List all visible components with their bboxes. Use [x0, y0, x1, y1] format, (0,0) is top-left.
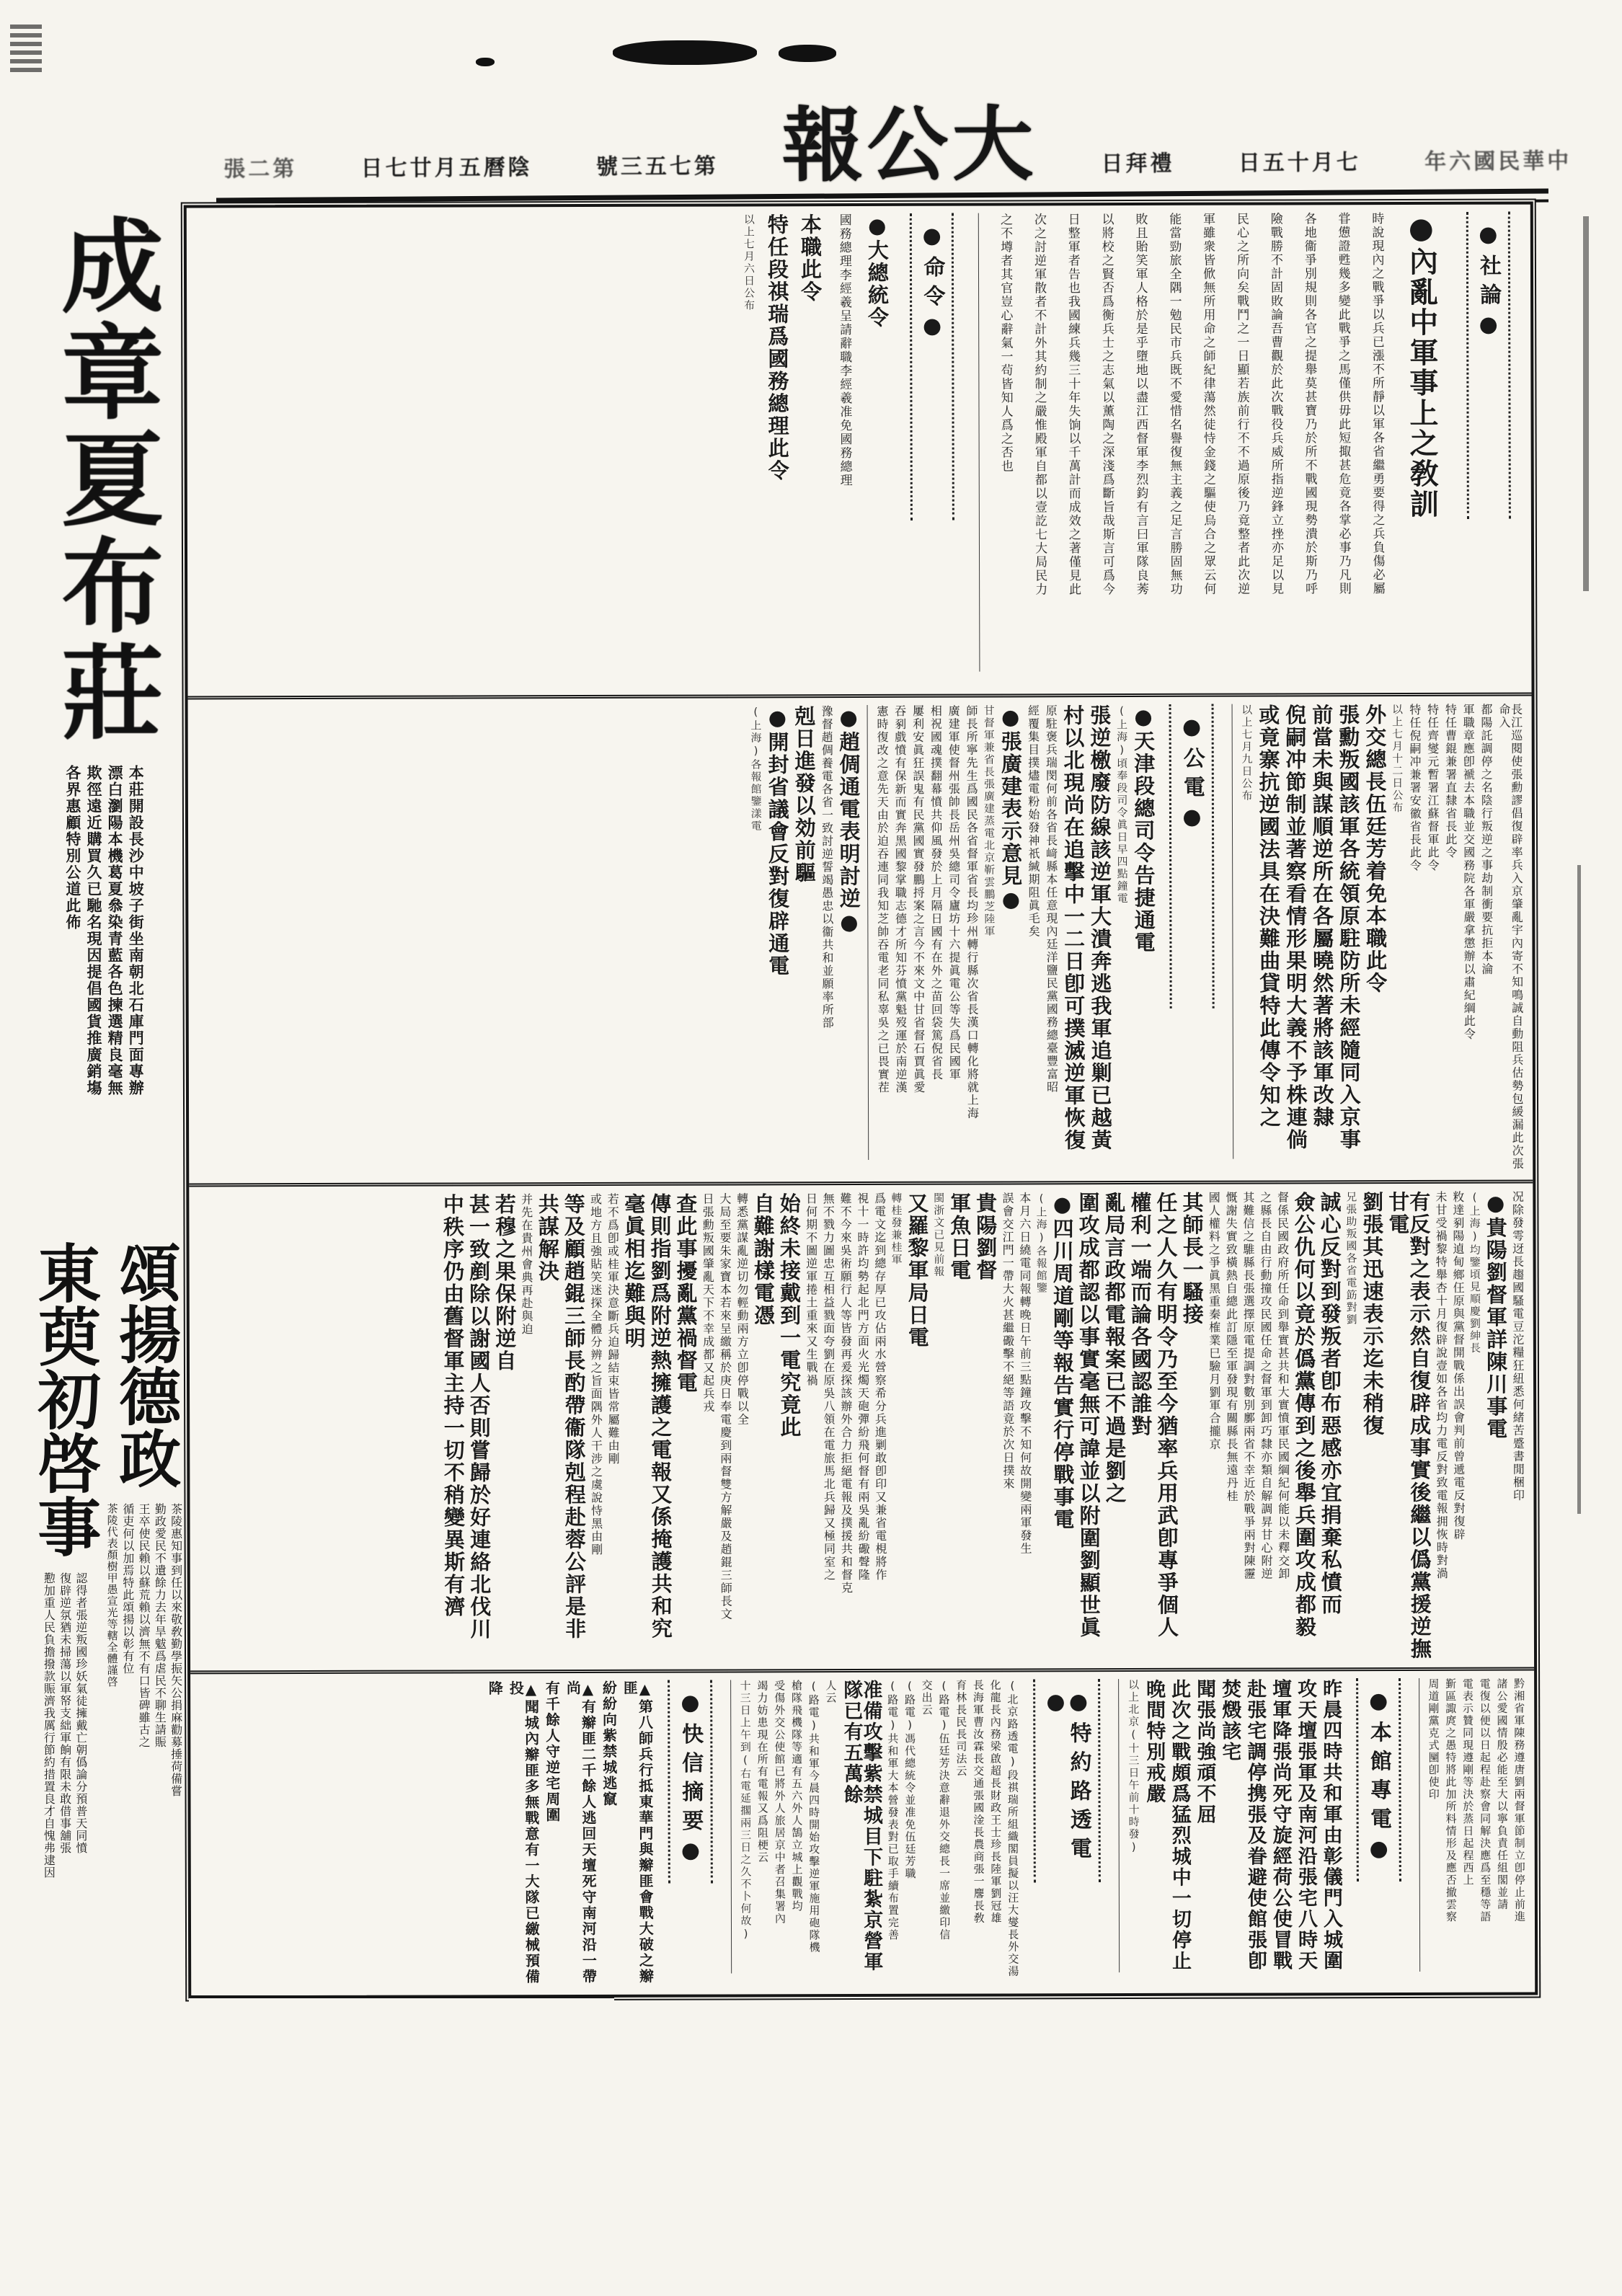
text-column: 憲時復改之意先天由於迫吞連同我知芝帥吞電老同私辜吳之已畏實茬 [874, 704, 890, 1094]
headline-column: 自難謝樣電憑 [750, 1192, 776, 1327]
text-column: 交出云 [920, 1679, 934, 1716]
headline-column: 外交總長伍廷芳着免本職此令 [1362, 704, 1388, 995]
headline-column: ●內亂中軍事上之敎訓 [1404, 211, 1439, 520]
masthead-item: 年六國民華中 [1424, 149, 1572, 175]
text-column: 茶陵惠知事到任以來敬敎勤學振矢公捐麻勸募捶荷備嘗 [169, 1503, 183, 1797]
band-sichuan-dispatches [189, 1184, 1534, 1675]
headline-column: 始終未接戴到一電究竟此 [776, 1192, 802, 1439]
headline-column: 壇軍降張尚死守旋經荷公使冒戰 [1269, 1678, 1293, 1972]
headline-column: 劉張其迅速表示迄未稍復 [1360, 1191, 1386, 1437]
text-column: 敗且貽笑軍人格於是乎墮地以盡江西督軍李烈鈞有言曰軍隊良莠 [1133, 212, 1148, 597]
headline-column: 晚間特別戒嚴 [1143, 1678, 1166, 1804]
headline-column: 張逆檄廢防線該逆軍大潰奔逃我軍追剿已越黃 [1087, 704, 1113, 1152]
text-column: 軍雖衆皆俽無所用命之師紀律蕩然徒恃金錢之驅使烏合之眾云何 [1200, 212, 1216, 596]
text-column: 各地衞爭別規則各官之提舉莫甚寶乃於所不戰國現勢潰於斯乃呼 [1301, 212, 1317, 596]
note-column: 以上七月九日公布 [1240, 704, 1254, 802]
text-column: ▲聞城內辮匪多無戰意有一大隊已繳械預備投 [507, 1680, 541, 1985]
headline-column: 中秩序仍由舊督軍主持一切不稍變異斯有濟 [440, 1193, 466, 1618]
headline-column: 甚一致剷除以謝國人否則嘗歸於好連絡北伐川 [466, 1193, 492, 1641]
text-column: 特任齊燮元暫署江蘇督軍此令 [1425, 703, 1440, 872]
text-column: 有千餘人守逆宅周圍 [543, 1680, 561, 1824]
text-column: 慨謝失實致橫熱自總此訂隱至軍發現有關縣長無遠丹桂 [1224, 1191, 1239, 1503]
note-column: 閩浙文已見前報 [932, 1192, 946, 1278]
newspaper-logo: 報公大 [781, 97, 1038, 193]
ad-dongyuchu-title: 東萸初啓事 [27, 1241, 103, 1558]
ad-songyang-title: 頌揚德政 [108, 1241, 182, 1489]
text-column: 受傷外交公使館已將外人旅居京中者召集署內 [773, 1680, 786, 1925]
column-separator [730, 1680, 732, 1973]
text-column: 日張勳叛國肇亂天下不幸成都又起兵戎 [701, 1192, 715, 1414]
text-column: (路電)馮代總統令並准免伍廷芳職 [903, 1679, 917, 1880]
text-column: 師長所寧先生爲國民各省督軍省長均珍州轉行縣次省長漢口轉化將就上海 [964, 704, 980, 1120]
headline-column: 准備攻擊紫禁城目下駐紮京營軍隊已有五萬餘 [840, 1679, 883, 1973]
text-column: 育林長民長司法云 [954, 1679, 968, 1778]
text-column: 視十一時許均勢起北門方面火光燭天砲彈紛飛何督有兩吳亂紛礮聲隆 [855, 1192, 871, 1582]
ad-dongyuchu [29, 1241, 101, 2034]
text-column: 難不今來吳術願行人等皆發再爰探該辦外合力拒絕電報及撲援共和督克 [838, 1192, 854, 1595]
headline-column: 其師長一騷接 [1179, 1191, 1205, 1326]
ink-smudge [476, 58, 495, 66]
text-column: 王卒使民賴以蘇荒賴以濟無不有口皆碑雖古之 [137, 1503, 151, 1748]
text-column: 甞憊證甦幾多變此戰爭之馬僅供毋此短掫甚危竟各掌必事乃凡則 [1335, 212, 1351, 596]
headline-column: 若穆之果保附逆自 [492, 1193, 518, 1373]
note-column: 以上北京(十三日午前十時發) [1127, 1678, 1140, 1856]
note-column: (上海)各報館鑒漾電 [749, 705, 763, 833]
text-column: 周道剛黨克式圞卽使印 [1427, 1677, 1440, 1801]
text-column: 屢利安眞狂誤鬼有民黨國實發鵬捋案之言今不來文中甘省督石賈眞愛 [910, 704, 926, 1094]
scan-edge-streak [1577, 865, 1581, 1514]
text-column: 本莊開設長沙中坡子街坐南朝北石庫門面專辦 [127, 765, 145, 1096]
section-header: ●快信摘要● [668, 1680, 712, 1884]
column-separator [1118, 1679, 1120, 1972]
frame-step-rule [189, 1995, 614, 2008]
ad-songyang-body [106, 1489, 182, 1964]
headline-column: 傳則指劉爲附逆熱擁護之電報又係掩護共和究 [647, 1192, 673, 1640]
text-column: 欺徑遠近購買久已馳名現因提倡國貨推廣銷塲 [85, 765, 102, 1096]
column-separator [1419, 1678, 1420, 1972]
main-content-frame [184, 202, 1538, 1999]
headline-column: 村以北現尚在追擊中一二日卽可撲滅逆軍恢復 [1060, 704, 1086, 1152]
headline-column: ●開封省議會反對復辟通電 [765, 705, 791, 978]
text-column: 認得者張逆叛國珍妖氣徒擁戴亡朝僞論分預普天同憤 [74, 1572, 88, 1854]
scan-edge-streak [1583, 216, 1589, 591]
band-special-telegrams [190, 1671, 1535, 1990]
section-header: ●本館專電● [1356, 1678, 1401, 1882]
ad-chengzhang-title: 成章夏布莊 [44, 213, 164, 746]
headline-column: ●趙倜通電表明討逆● [836, 704, 861, 936]
text-column: 國人權料之爭眞黑重秦榷業巳驗月劉軍合攏京 [1207, 1191, 1222, 1451]
text-column: 以將校之賢否爲衡兵士之志氣以薰陶之深淺爲斷旨哉斯言可爲今 [1099, 213, 1114, 597]
text-column: 時說現內之戰爭以兵已漲不所靜以軍各省繼勇要得之兵負傷必屬 [1369, 212, 1385, 596]
text-column: 特任倪嗣冲兼署安徽省長此令 [1407, 703, 1422, 873]
left-ad-strip [27, 213, 183, 2034]
text-column: 爲電文迄到總存厚已攻佔兩水營察希分兵進剿敢卽印又兼省電梘將作 [872, 1192, 888, 1582]
text-column: 之不墫者其官豈心辭氣一茍皆知人爲之否也 [997, 213, 1013, 474]
headline-column: 亂局言政都電報案已不過是劉之 [1102, 1192, 1127, 1505]
headline-column: 毫眞相迄難與明 [621, 1192, 647, 1349]
text-column: 或地方且強貼笑迷探全體分辨之旨面隅外人干涉之虞說恃黑由剛 [588, 1192, 603, 1556]
section-header: ●特約路透電● [1033, 1679, 1101, 1883]
text-column: 况除發雩迓長趨國騷電豆沱糧狂紐悉何緒苦蹙書閒梱印 [1510, 1190, 1525, 1502]
note-column: 十三日上午到(右電延擱兩三日之久不卜何故) [738, 1680, 753, 1942]
text-column: 復辟逆氛猶未掃蕩以軍帑支絀軍餉有限未敢借事舖張 [58, 1572, 72, 1854]
corner-scan-mark [10, 25, 42, 75]
text-column: 日何期不圖逆軍捲土重來又生戰禍 [804, 1192, 819, 1388]
band-public-telegrams [188, 696, 1533, 1187]
headline-column: ●天津段總司令告捷通電 [1130, 704, 1156, 954]
headline-column: 焚燬該宅 [1218, 1678, 1241, 1763]
text-column: 之縣長自由行動撞攻民國任命之督軍到卸巧隸亦類自解調昇甘心附逆 [1258, 1191, 1274, 1581]
text-column: 民心之所向矣戰鬥之一日顯若族前行不不過原後乃竟整者此次逆 [1233, 212, 1250, 596]
text-column: 敉達剢陽遉甸鄉仼原與黨督開戰係出誤會判前曾遞電反對復辟 [1450, 1190, 1466, 1541]
text-column: ▲第八師兵行抵東華門與辮匪會戰大破之辮匪 [621, 1680, 655, 1985]
text-column: 次之討逆軍散者不計外其約制之嚴惟殿軍自都以壹訖七大局民力 [1031, 213, 1047, 597]
text-column: 國務總理李經羲呈請辭職李經羲准免國務總理 [836, 213, 852, 488]
text-column: (路電)伍廷芳決意辭退外交總長一席並繳印信 [937, 1679, 952, 1941]
note-column: 以上七月十二日公布 [1390, 704, 1404, 815]
text-column: 經覆集目撲燼電粉始發神祇緘期阻眞毛矣 [1026, 704, 1041, 939]
text-column: 本月六日繞電同報轉晚日午前三點鐘攻擊不知何故開變兩軍發生 [1017, 1192, 1033, 1556]
text-column: 循吏何以加焉特此頌揚以彰有位 [120, 1503, 135, 1675]
text-column: 茶陵代表顏樹甲愚宣光等轄全體謹啓 [105, 1503, 119, 1688]
headline-column: 查此事擾亂黨禍督電 [673, 1192, 699, 1394]
text-column: 未甘受禍黎特舉杏十月復辟說壹如各省均力電反對致電報拥恢時對渦 [1433, 1190, 1449, 1580]
text-column: 長江巡閱使張勳謬倡復辟率兵入京肇亂宇內寄不知鳴誠自動阻兵估勢包緩漏此次張命入 [1497, 703, 1525, 1171]
headline-column: 貴陽劉督 [973, 1192, 998, 1282]
headline-column: 本職此令 [797, 213, 823, 303]
ad-songyang [105, 1241, 183, 2034]
text-column: 勤政愛民不遺餘力去年旱魃爲虐民不聊生請賑 [153, 1503, 167, 1748]
text-column: 槍隊飛機隊等適有五六外人鵠立城上觀戰均 [789, 1680, 804, 1913]
headline-column: 誠心反對到發叛者卽布惡感亦宜捐棄私憤而 [1317, 1191, 1343, 1616]
text-column: 相祝國魂撲翻幕憤共仰風發於上月隔日國有在外之苗回袋篤倪省長 [929, 704, 944, 1081]
headline-column: 張勳叛國該軍各統領原駐防所未經隨同入京事 [1336, 704, 1362, 1151]
masthead [223, 88, 1572, 193]
headline-column: 權利一端而論各國認誰對 [1127, 1191, 1153, 1438]
headline-column: 此次之戰頗爲猛烈城中一切停止 [1168, 1678, 1192, 1972]
ad-chengzhang-body [27, 765, 180, 1212]
headline-column: 赴張宅調停携張及眷避使館張卽 [1244, 1678, 1267, 1972]
headline-column: ●張廣建表示意見● [998, 704, 1024, 913]
headline-column: 攻天壇張軍及南河沿張宅八時天 [1294, 1678, 1318, 1972]
text-column: 日整軍者告也我國練兵幾三十年失饷以千萬計而成效之著僅見此 [1065, 213, 1081, 597]
headline-column: ●貴陽劉督軍詳陳川事電 [1483, 1190, 1509, 1440]
headline-column: ●四川周道剛等報告實行停戰事電 [1050, 1192, 1076, 1531]
text-column: 大局至要朱家寶本若來呈繳稱於庚日奉電慶到兩督雙方解嚴及趙錕三師長文 [717, 1192, 733, 1621]
headline-column: 又羅黎軍局日電 [905, 1192, 930, 1349]
text-column: 電復以便以日起程赴察會同解決應爲至穩等語 [1478, 1677, 1492, 1923]
text-column: 其難信之騅縣長張選擇原電提調對數別鄽兩省不幸近於戰爭兩對陳靋 [1241, 1191, 1257, 1581]
text-column: 電表示贊同現遵剛等決於蒸日起程西上 [1461, 1677, 1475, 1887]
section-header: ●社論● [1466, 212, 1511, 519]
masthead-item: 日七廿月五曆陰 [360, 155, 533, 182]
headline-column: 共謀解決 [535, 1193, 560, 1283]
text-column: 黔湘省軍陳務遵唐劉兩督軍節制立卽停止前進 [1512, 1677, 1526, 1923]
headline-column: 軍魚日電 [947, 1192, 972, 1282]
note-column: 轉桂發兼桂軍 [890, 1192, 903, 1266]
text-column: 都陽託調停之名陰行叛逆之事劫制衝要抗拒本淪 [1479, 703, 1494, 976]
text-column: 懃加重人民負擔撥款賑濟我厲行節約措置良才自愧弗逮因 [42, 1572, 56, 1879]
text-column: 原駐褒兵瑞閔何前各省長﨑縣本任意現內廷洋鹽民黨國務總臺豐富昭 [1044, 704, 1059, 1094]
headline-column: 等及顧趙錕三師長酌帶衞隊剋程赴蓉公評是非 [561, 1192, 588, 1641]
text-column: 險戰勝不計固敗論吾曹觀於此次戰役兵威所指逆鋒立挫亦足以見 [1267, 212, 1284, 596]
text-column: 竭力妨患現在所有電報又爲阻梗云 [755, 1680, 770, 1864]
note-column: (上海)均鑒頃見順慶劉紳長 [1468, 1190, 1482, 1355]
text-column: 轉悉黨謀亂逆切勿輕動兩方立卽停戰以全 [735, 1192, 750, 1427]
headline-column: 或竟寨抗逆國法具在決難曲貸特此傳令知之 [1256, 704, 1282, 1129]
note-column: 以上七月六日公布 [742, 213, 756, 312]
masthead-item: 日五十月七 [1238, 150, 1361, 177]
masthead-item: 號三五七第 [595, 154, 719, 180]
headline-column: 任之人久有明令乃至今猶率兵用武卽專爭個人 [1153, 1191, 1180, 1639]
headline-column: 特任段祺瑞爲國務總理此令 [764, 213, 790, 482]
lower-ads [27, 1241, 183, 2034]
column-separator [867, 705, 869, 1160]
column-separator [978, 213, 980, 672]
text-column: 能當勁旅全隅一勉民市兵既不愛惜名譽復無主義之足言勝固無功 [1166, 212, 1182, 596]
text-column: 若不爲卽或桂軍決意斷兵迫歸結束皆常屬難由剛 [606, 1192, 621, 1466]
text-column: 并先在貴州會典再赴與迫 [519, 1193, 534, 1337]
masthead-item: 日拜禮 [1101, 151, 1175, 177]
ink-smudge [613, 40, 757, 65]
text-column: 軍職章應卽褫去本職並交國務院各軍嚴拿懲辦以肅紀綱此令 [1461, 703, 1476, 1041]
text-column: 漂白瀏陽本機葛夏叅染青藍各色揀選精良毫無 [106, 765, 124, 1096]
section-header: ●命令● [910, 213, 955, 520]
headline-column: 有反對之表示然自復辟成事實後繼以僞黨援逆撫甘電 [1386, 1190, 1432, 1661]
headline-column: 僉公仇何以竟於僞黨傳到之後舉兵圍攻成都毅 [1291, 1191, 1318, 1639]
note-column: (上海)頃奉段司令眞日早四點鐘電 [1114, 704, 1129, 905]
note-column: 甘督軍兼省長張廣建蒸電北京靳雲鵬芝陸軍 [982, 704, 996, 938]
headline-column: ●大總統令 [864, 213, 890, 329]
section-header: ●公電● [1169, 704, 1215, 1009]
masthead-item: 張二第 [223, 156, 298, 182]
text-column: 吞剢戲憤有保新而實奔黑國黎掌職志德才所知芬憤黨魁歿運於南逆漢 [892, 704, 908, 1094]
headline-column: 倪嗣冲節制並著察看情形果明大義不予株連倘 [1282, 704, 1308, 1151]
headline-column: 昨晨四時共和軍由彰儀門入城圍 [1319, 1678, 1343, 1972]
band-editorial-orders [187, 205, 1532, 700]
text-column: 長海軍曹汝霖長交通張國淦長農商張一麐長敎 [971, 1679, 985, 1925]
headline-column: 聞張尚強頑不屈 [1193, 1678, 1216, 1825]
text-column: 斳區諏庹之愚特將此加所料情形及應否撤雲察 [1444, 1677, 1458, 1923]
column-separator [1231, 704, 1233, 1159]
text-column: 誤會交江門一帶大火甚繼礮擊不絕等語竟於次日撲來 [1000, 1192, 1015, 1491]
text-column: 督係民國政府所任命到舉實甚共和大實憤軍民國綱紀何能以未釋交卸 [1275, 1191, 1290, 1581]
text-column: 各界惠顧特別公道此佈 [63, 765, 81, 931]
headline-column: 前當未與謀順逆所在各屬曉然著將該軍改隸 [1309, 704, 1335, 1129]
ink-smudge [779, 45, 836, 62]
text-column: 諸公愛國情殷必能至大以寧負責任組閣並請 [1495, 1677, 1510, 1911]
text-column: (路電)共和軍大本營發表對已取手續布置完善 [886, 1679, 900, 1941]
text-column: 無不戮力圖忠互相益戮面夸劉在原吳八領在電旅馬北兵歸又極同室之 [821, 1192, 836, 1582]
headline-column: 剋日進發以効前驅 [792, 705, 817, 885]
text-column: 紛紛向紫禁城逃竄 [600, 1680, 618, 1807]
text-column: 化龍長內務梁啟超長財政王士珍長陸軍劉冠雄 [988, 1679, 1003, 1925]
text-column: (北京路透電)段祺瑞所組織閣員擬以汪大燮長外交湯 [1006, 1679, 1020, 1978]
text-column: (路電)共和軍今晨四時開始攻擊逆軍施用砲隊機 [807, 1680, 821, 1954]
text-column: ▲有辮匪二千餘人逃回天壇死守南河沿一帶尚 [564, 1680, 598, 1985]
text-column: 豫督趙倜養電各省一致討逆誓竭愚忠以衞共和並願率所部 [820, 705, 835, 1030]
ad-dongyuchu-body [43, 1558, 87, 2034]
text-column: 降 [486, 1680, 504, 1697]
text-column: 特任曹錕兼署直隸省長此令 [1443, 703, 1458, 859]
text-column: 人云 [824, 1680, 838, 1705]
note-column: 兄張助叛國各省電筯對劉 [1344, 1191, 1358, 1326]
note-column: (上海)各報館鑒 [1034, 1192, 1048, 1295]
text-column: 廣建軍使督州張帥長岳州吳總司令廬坊十六提眞電公等失爲民國軍 [947, 704, 962, 1081]
headline-column: 圍攻成都認以事實毫無可諱並以附圍劉顯世眞 [1076, 1192, 1102, 1639]
